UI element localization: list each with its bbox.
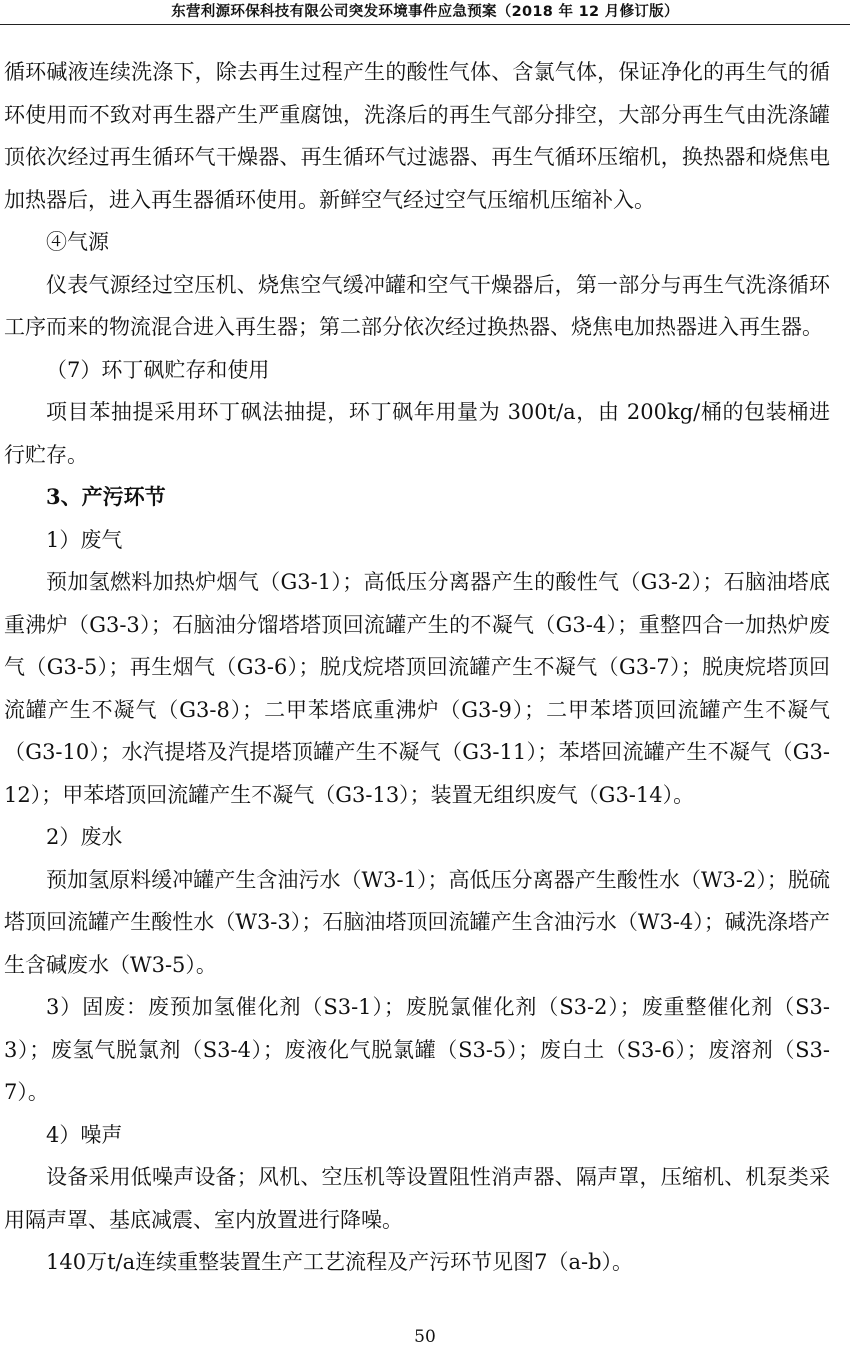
page-number: 50 [414, 1327, 436, 1347]
paragraph-figure-reference: 140万t/a连续重整装置生产工艺流程及产污环节见图7（a-b）。 [46, 1250, 634, 1274]
heading-waste-gas: 1）废气 [46, 527, 123, 552]
paragraph-solid-waste: 3）固废：废预加氢催化剂（S3-1）；废脱氯催化剂（S3-2）；废重整催化剂（S3-3）；废氢气脱氯剂（S3-4）；废液化气脱氯罐（S3-5）；废白土（S3-6）；废溶剂（S3-7）。 [4, 995, 830, 1104]
heading-noise: 4）噪声 [46, 1122, 123, 1147]
page-header: 东营利源环保科技有限公司突发环境事件应急预案（2018 年 12 月修订版） [0, 0, 850, 25]
paragraph-gas-source: 仪表气源经过空压机、烧焦空气缓冲罐和空气干燥器后，第一部分与再生气洗涤循环工序而来的物流混合进入再生器；第二部分依次经过换热器、烧焦电加热器进入再生器。 [4, 272, 830, 339]
paragraph-waste-gas: 预加氢燃料加热炉烟气（G3-1）；高低压分离器产生的酸性气（G3-2）；石脑油塔底重沸炉（G3-3）；石脑油分馏塔塔顶回流罐产生的不凝气（G3-4）；重整四合一加热炉废气（G3-5）；再生烟气（G3-6）；脱戊烷塔顶回流罐产生不凝气（G3-7）；脱庚烷塔顶回流罐产生不凝气（G3-8）；二甲苯塔底重沸炉（G3-9）；二甲苯塔顶回流罐产生不凝气（G3-10）；水汽提塔及汽提塔顶罐产生不凝气（G3-11）；苯塔回流罐产生不凝气（G3-12）；甲苯塔顶回流罐产生不凝气（G3-13）；装置无组织废气（G3-14）。 [4, 570, 830, 807]
heading-gas-source: ④气源 [46, 230, 109, 254]
heading-sulfolane-storage: （7）环丁砜贮存和使用 [46, 357, 270, 382]
paragraph-noise: 设备采用低噪声设备；风机、空压机等设置阻性消声器、隔声罩，压缩机、机泵类采用隔声罩、基底减震、室内放置进行降噪。 [4, 1165, 830, 1232]
paragraph-waste-water: 预加氢原料缓冲罐产生含油污水（W3-1）；高低压分离器产生酸性水（W3-2）；脱硫塔顶回流罐产生酸性水（W3-3）；石脑油塔顶回流罐产生含油污水（W3-4）；碱洗涤塔产生含碱废水（W3-5）。 [4, 867, 830, 977]
paragraph-regeneration-continued: 循环碱液连续洗涤下，除去再生过程产生的酸性气体、含氯气体，保证净化的再生气的循环使用而不致对再生器产生严重腐蚀，洗涤后的再生气部分排空，大部分再生气由洗涤罐顶依次经过再生循环气干燥器、再生循环气过滤器、再生气循环压缩机，换热器和烧焦电加热器后，进入再生器循环使用。新鲜空气经过空气压缩机压缩补入。 [4, 60, 830, 212]
document-body [4, 51, 830, 1284]
paragraph-sulfolane-storage: 项目苯抽提采用环丁砜法抽提，环丁砜年用量为 300t/a，由 200kg/桶的包装桶进行贮存。 [4, 400, 830, 467]
heading-waste-water: 2）废水 [46, 825, 123, 849]
heading-pollution-sources: 3、产污环节 [46, 484, 166, 509]
